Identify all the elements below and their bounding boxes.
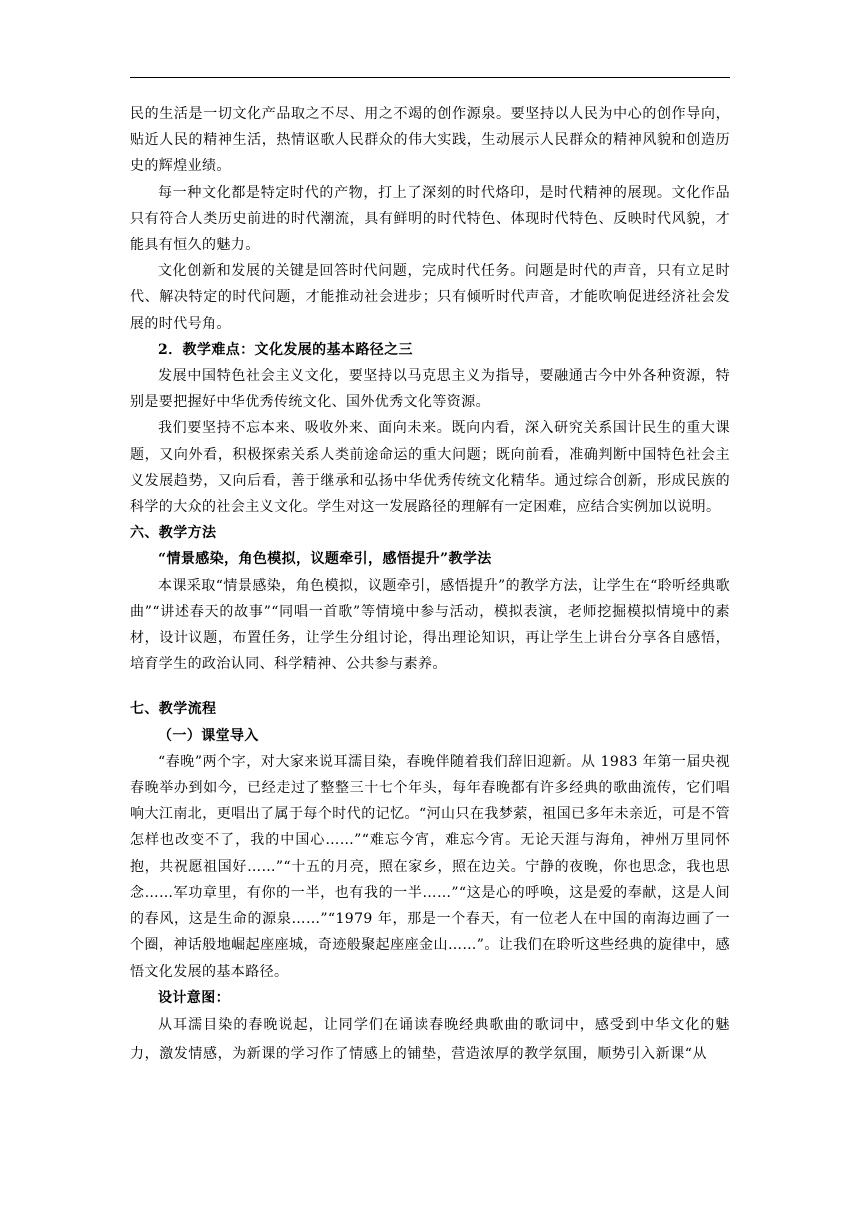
section-6-heading: 六、教学方法: [130, 525, 217, 542]
paragraph-socialist-culture: 发展中国特色社会主义文化，要坚持以马克思主义为指导，要融通古今中外各种资源，特别是要把握好中华优秀传统文化、国外优秀文化等资源。: [130, 368, 730, 411]
method-heading: “情景感染，角色模拟，议题牵引，感悟提升”教学法: [158, 551, 492, 568]
paragraph-teaching-method: 本课采取“情景感染，角色模拟，议题牵引，感悟提升”的教学方法，让学生在“聆听经典歌曲”“讲述春天的故事”“同唱一首歌”等情境中参与活动，模拟表演，老师挖掘模拟情境中的素材，设计议题，布置任务，让学生分组讨论，得出理论知识，再让学生上讲台分享各自感悟，培育学生的政治认同、科学精神、公共参与素养。: [130, 577, 730, 673]
section-spacer: [130, 677, 730, 696]
paragraph-era-product: 每一种文化都是特定时代的产物，打上了深刻的时代烙印，是时代精神的展现。文化作品只有符合人类历史前进的时代潮流，具有鲜明的时代特色、体现时代特色、反映时代风貌，才能具有恒久的魅力。: [130, 184, 730, 254]
header-rule: [130, 77, 730, 78]
paragraph-path-three: 我们要坚持不忘本来、吸收外来、面向未来。既向内看，深入研究关系国计民生的重大课题，又向外看，积极探索关系人类前途命运的重大问题；既向前看，准确判断中国特色社会主义发展趋势，又向后看，善于继承和弘扬中华优秀传统文化精华。通过综合创新，形成民族的科学的大众的社会主义文化。学生对这一发展路径的理解有一定困难，应结合实例加以说明。: [130, 420, 730, 516]
paragraph-class-intro: “春晚”两个字，对大家来说耳濡目染，春晚伴随着我们辞旧迎新。从 1983 年第一届央视春晚举办到如今，已经走过了整整三十七个年头，每年春晚都有许多经典的歌曲流传，它们唱响大江南北，更唱出了属于每个时代的记忆。“河山只在我梦萦，祖国已多年未亲近，可是不管怎样也改变不了，我的中国心……”“难忘今宵，难忘今宵。无论天涯与海角，神州万里同怀抱，共祝愿祖国好……”“十五的月亮，照在家乡，照在边关。宁静的夜晚，你也思念，我也思念……军功章里，有你的一半，也有我的一半……”“这是心的呼唤，这是爱的奉献，这是人间的春风，这是生命的源泉……”“1979 年，那是一个春天，有一位老人在中国的南海边画了一个圈，神话般地崛起座座城，奇迹般聚起座座金山……”。让我们在聆听这些经典的旋律中，感悟文化发展的基本路径。: [130, 753, 730, 980]
paragraph-era-questions: 文化创新和发展的关键是回答时代问题，完成时代任务。问题是时代的声音，只有立足时代、解决特定的时代问题，才能推动社会进步；只有倾听时代声音，才能吹响促进经济社会发展的时代号角。: [130, 263, 730, 332]
difficulty-heading: 2．教学难点：文化发展的基本路径之三: [158, 341, 413, 358]
document-body: [130, 101, 730, 1070]
design-intent-heading: 设计意图：: [158, 989, 230, 1006]
intro-heading: （一）课堂导入: [158, 727, 259, 744]
paragraph-design-intent: 从耳濡目染的春晚说起，让同学们在诵读春晚经典歌曲的歌词中，感受到中华文化的魅力，激发情感，为新课的学习作了情感上的铺垫，营造浓厚的教学氛围，顺势引入新课“从: [130, 1016, 730, 1063]
section-7-heading: 七、教学流程: [130, 701, 217, 718]
paragraph-people-creation: 民的生活是一切文化产品取之不尽、用之不竭的创作源泉。要坚持以人民为中心的创作导向，贴近人民的精神生活，热情讴歌人民群众的伟大实践，生动展示人民群众的精神风貌和创造历史的辉煌业绩。: [130, 106, 730, 175]
